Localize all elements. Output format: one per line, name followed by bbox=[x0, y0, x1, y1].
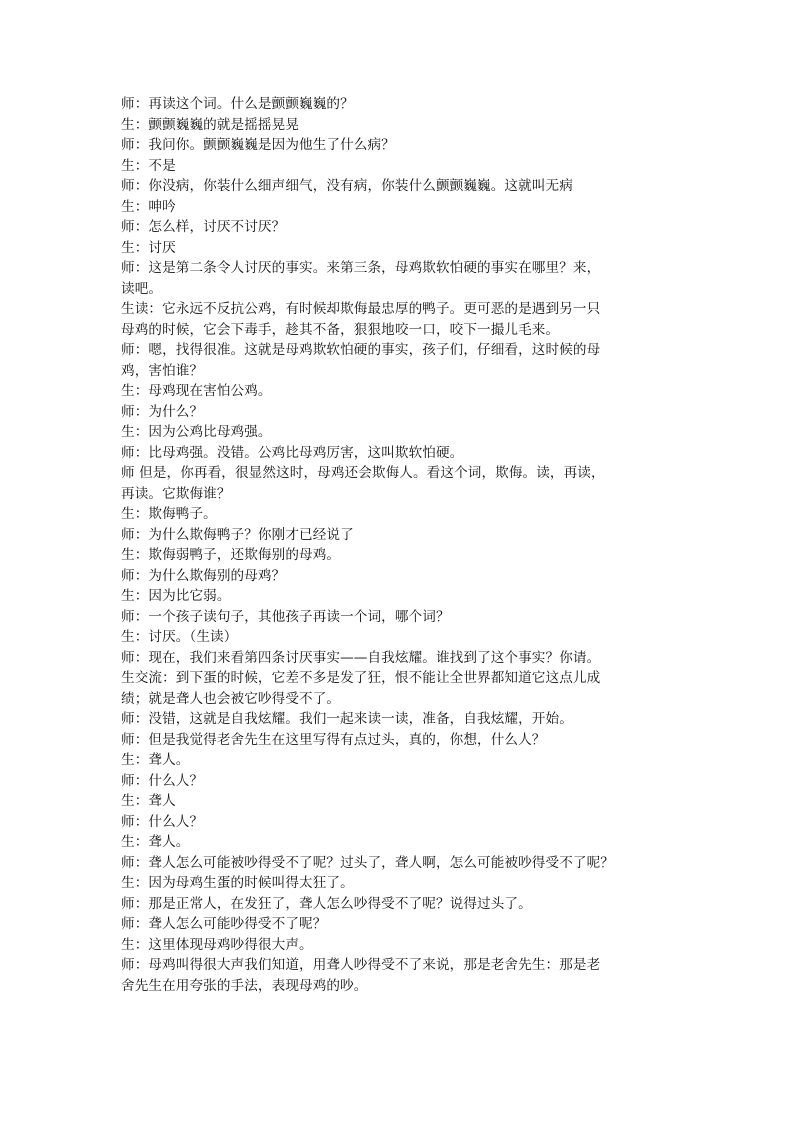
text-line: 生：这里体现母鸡吵得很大声。 bbox=[121, 936, 313, 953]
text-line: 师：那是正常人，在发狂了，聋人怎么吵得受不了呢？说得过头了。 bbox=[121, 895, 532, 912]
text-line: 师：我问你。颤颤巍巍是因为他生了什么病？ bbox=[121, 137, 395, 153]
text-line: 鸡，害怕谁？ bbox=[121, 362, 204, 379]
text-line: 生交流：到下蛋的时候，它差不多是发了狂，恨不能让全世界都知道它这点儿成 bbox=[121, 670, 601, 686]
text-line: 母鸡的时候，它会下毒手，趁其不备，狠狠地咬一口，咬下一撮儿毛来。 bbox=[121, 321, 560, 338]
text-line: 师：一个孩子读句子，其他孩子再读一个词，哪个词？ bbox=[121, 608, 450, 625]
text-line: 生：欺侮鸭子。 bbox=[121, 506, 217, 522]
document-body bbox=[121, 94, 681, 996]
text-line: 生：聋人。 bbox=[121, 752, 190, 768]
text-line: 师：嗯，找得很准。这就是母鸡欺软怕硬的事实，孩子们，仔细看，这时候的母 bbox=[121, 342, 601, 358]
text-line: 师：比母鸡强。没错。公鸡比母鸡厉害，这叫欺软怕硬。 bbox=[121, 444, 464, 461]
text-line: 师：为什么欺侮鸭子？你刚才已经说了 bbox=[121, 526, 354, 543]
text-line: 生：聋人 bbox=[121, 793, 176, 809]
text-line: 师：为什么？ bbox=[121, 403, 204, 420]
text-line: 生读：它永远不反抗公鸡，有时候却欺侮最忠厚的鸭子。更可恶的是遇到另一只 bbox=[121, 301, 601, 317]
text-line: 师：母鸡叫得很大声我们知道，用聋人吵得受不了来说，那是老舍先生：那是老 bbox=[121, 957, 601, 973]
text-line: 师：现在，我们来看第四条讨厌事实——自我炫耀。谁找到了这个事实？你请。 bbox=[121, 649, 601, 666]
text-line: 读吧。 bbox=[121, 280, 163, 297]
text-line: 师：没错，这就是自我炫耀。我们一起来读一读，准备，自我炫耀，开始。 bbox=[121, 711, 573, 727]
text-line: 师：怎么样，讨厌不讨厌？ bbox=[121, 219, 286, 235]
text-line: 师：为什么欺侮别的母鸡？ bbox=[121, 567, 286, 584]
text-line: 师 但是，你再看，很显然这时，母鸡还会欺侮人。看这个词，欺侮。读，再读， bbox=[121, 465, 605, 481]
text-line: 师：这是第二条令人讨厌的事实。来第三条，母鸡欺软怕硬的事实在哪里？来， bbox=[121, 260, 601, 276]
text-line: 师：但是我觉得老舍先生在这里写得有点过头，真的，你想，什么人？ bbox=[121, 731, 546, 748]
text-line: 生：因为公鸡比母鸡强。 bbox=[121, 424, 272, 440]
text-line: 生：不是 bbox=[121, 157, 176, 174]
text-line: 生：母鸡现在害怕公鸡。 bbox=[121, 383, 272, 399]
text-line: 生：聋人。 bbox=[121, 834, 190, 850]
text-line: 生：因为比它弱。 bbox=[121, 588, 231, 604]
text-line: 师：聋人怎么可能被吵得受不了呢？过头了，聋人啊，怎么可能被吵得受不了呢？ bbox=[121, 854, 614, 871]
text-line: 师：聋人怎么可能吵得受不了呢？ bbox=[121, 916, 327, 932]
text-line: 生：颤颤巍巍的就是摇摇晃晃 bbox=[121, 116, 300, 133]
text-line: 师：什么人？ bbox=[121, 772, 204, 789]
text-line: 师：你没病，你装什么细声细气，没有病，你装什么颤颤巍巍。这就叫无病 bbox=[121, 178, 573, 194]
text-line: 生：讨厌。（生读） bbox=[121, 629, 238, 645]
text-line: 绩；就是聋人也会被它吵得受不了。 bbox=[121, 690, 341, 707]
text-line: 舍先生在用夸张的手法，表现母鸡的吵。 bbox=[121, 977, 368, 994]
text-line: 生：欺侮弱鸭子，还欺侮别的母鸡。 bbox=[121, 547, 341, 563]
text-line: 生：因为母鸡生蛋的时候叫得太狂了。 bbox=[121, 875, 354, 891]
text-line: 再读。它欺侮谁？ bbox=[121, 485, 231, 502]
text-line: 生：讨厌 bbox=[121, 239, 176, 256]
text-line: 师：再读这个词。什么是颤颤巍巍的？ bbox=[121, 96, 354, 112]
text-line: 生：呻吟 bbox=[121, 198, 176, 215]
text-line: 师：什么人？ bbox=[121, 813, 204, 830]
